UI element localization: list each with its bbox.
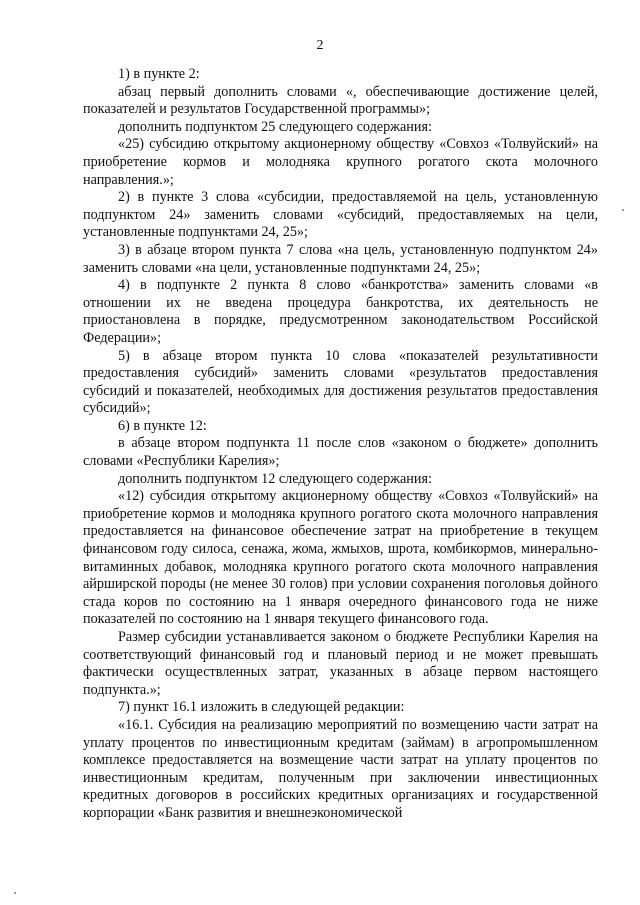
page-number: 2 — [316, 38, 324, 53]
paragraph-item-5: 5) в абзаце втором пункта 10 слова «показателей результативности предоставления субсидий» заменить словами «результатов предоставления субсидий и показателей, необходимых для достижения результатов предоставления субсидий»; — [83, 347, 598, 417]
paragraph-subsidy-amount: Размер субсидии устанавливается законом о бюджете Республики Карелия на соответствующий финансовый год и плановый период и не может превышать фактически осуществленных затрат, указанных в абзаце первом настоящего подпункта.»; — [83, 629, 598, 698]
paragraph-item-1: 1) в пункте 2: — [118, 66, 200, 82]
paragraph-item-2: 2) в пункте 3 слова «субсидии, предоставляемой на цель, установленную подпунктом 24» заменить словами «субсидий, предоставляемых на цели, установленные подпунктами 24, 25»; — [83, 189, 598, 241]
paragraph-item-3: 3) в абзаце втором пункта 7 слова «на цель, установленную подпунктом 24» заменить словами «на цели, установленные подпунктами 24, 25»; — [83, 241, 598, 276]
scan-speck — [14, 892, 16, 894]
paragraph-add-subpoint-25: дополнить подпунктом 25 следующего содержания: — [118, 118, 432, 135]
paragraph-subpoint-11-amendment: в абзаце втором подпункта 11 после слов «законом о бюджете» дополнить словами «Республики Карелия»; — [83, 435, 598, 470]
paragraph-item-7: 7) пункт 16.1 изложить в следующей редакции: — [118, 699, 405, 716]
document-body — [83, 66, 598, 823]
paragraph-subpoint-12-text: «12) субсидия открытому акционерному обществу «Совхоз «Толвуйский» на приобретение кормов и молодняка крупного рогатого скота молочного направления предоставляется на финансовое обеспечение затрат на приобретение в текущем финансовом году силоса, сенажа, жома, жмыхов, шрота, комбикормов, минерально-витаминных добавок, молодняка крупного рогатого скота молочного направления айрширской породы (не менее 30 голов) при условии сохранения поголовья дойного стада коров по состоянию на 1 января очередного финансового года не ниже показателей по состоянию на 1 января текущего финансового года. — [83, 488, 598, 628]
paragraph-point-16-1-text: «16.1. Субсидия на реализацию мероприятий по возмещению части затрат на уплату процентов по инвестиционным кредитам (займам) в агропромышленном комплексе предоставляется на возмещение части затрат на уплату процентов по инвестиционным кредитам, полученным при заключении инвестиционных кредитных договоров в российских кредитных организациях и государственной корпорации «Банк развития и внешнеэкономической — [83, 716, 598, 821]
paragraph-abzac-pervyj: абзац первый дополнить словами «, обеспечивающие достижение целей, показателей и результатов Государственной программы»; — [83, 83, 598, 118]
paragraph-item-4: 4) в подпункте 2 пункта 8 слово «банкротства» заменить словами «в отношении их не введена процедура банкротства, их деятельность не приостановлена в порядке, предусмотренном законодательством Российской Федерации»; — [83, 277, 598, 346]
paragraph-item-6: 6) в пункте 12: — [118, 417, 207, 434]
paragraph-subpoint-25-text: «25) субсидию открытому акционерному обществу «Совхоз «Толвуйский» на приобретение кормов и молодняка крупного рогатого скота молочного направления.»; — [83, 136, 598, 188]
scan-speck — [622, 209, 624, 211]
paragraph-add-subpoint-12: дополнить подпунктом 12 следующего содержания: — [118, 470, 432, 487]
